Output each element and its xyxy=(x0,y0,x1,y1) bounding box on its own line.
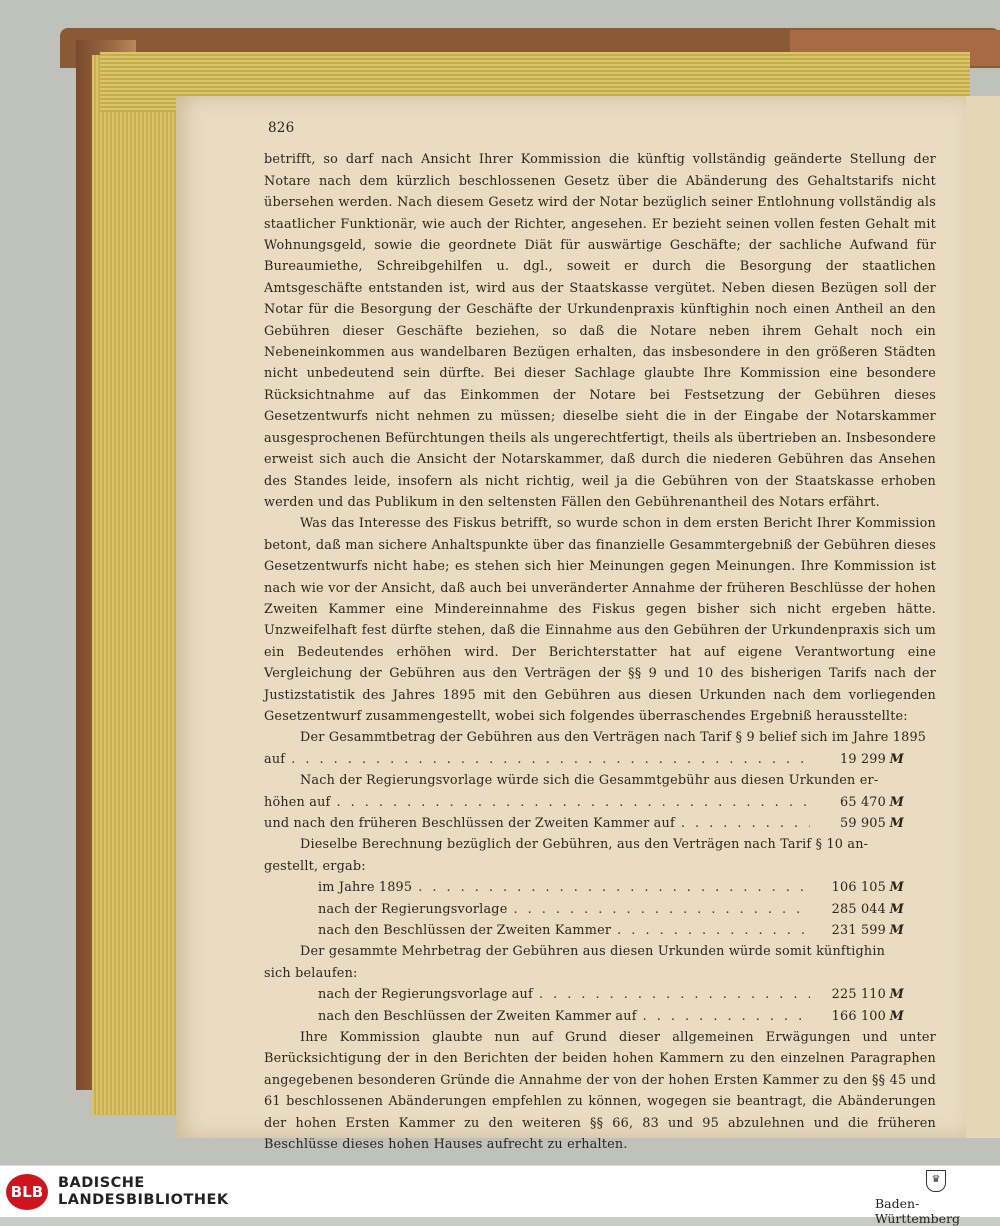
table-intro-9: Der Gesammtbetrag der Gebühren aus den Verträgen nach Tarif § 9 belief sich im Jahre 1895 xyxy=(300,730,927,746)
paragraph-bottom: Ihre Kommission glaubte nun auf Grund dieser allgemeinen Erwägungen und unter Berücksichtigung der in den Berichten der beiden hohen Kammern zu den einzelnen Paragraphen angegebenen besonderen Gründe die Annahme der von der hohen Ersten Kammer zu den §§ 45 und 61 beschlossenen Abänderungen empfehlen zu können, wogegen sie beantragt, die Abänderungen der hohen Ersten Kammer zu den weiteren §§ 66, 83 und 95 abzulehnen und die früheren Beschlüsse dieses hohen Hauses aufrecht zu erhalten. xyxy=(264,1030,936,1153)
paragraph-1: betrifft, so darf nach Ansicht Ihrer Kommission die künftig vollständig geänderte Stellung der Notare nach dem kürzlich beschlossenen Gesetz über die Abänderung des Gehaltstarifs nicht übersehen werden. Nach diesem Gesetz wird der Notar bezüglich seiner Entlohnung vollständig als staatlicher Funktionär, wie auch der Richter, angesehen. Er bezieht seinen vollen festen Gehalt mit Wohnungsgeld, sowie die geordnete Diät für auswärtige Geschäfte; der sachliche Aufwand für Bureaumiethe, Schreibgehilfen u. dgl., soweit er durch die Besorgung der staatlichen Amtsgeschäfte entstanden ist, wird aus der Staatskasse vergütet. Neben diesen Bezügen soll der Notar für die Besorgung der Geschäfte der Urkundenpraxis künftighin noch einen Antheil an den Gebühren dieser Geschäfte beziehen, so daß die Notare neben ihrem Gehalt noch ein Nebeneinkommen aus wandelbaren Bezügen erhalten, das insbesondere in den größeren Städten nicht unbedeutend sein dürfte. Bei dieser Sachlage glaubte Ihre Kommission eine besondere Rücksichtnahme auf das Einkommen der Notare bei Festsetzung der Gebühren dieses Gesetzentwurfs nicht nehmen zu müssen; dieselbe sieht die in der Eingabe der Notarskammer ausgesprochenen Befürchtungen theils als ungerechtfertigt, theils als übertrieben an. Insbesondere erweist sich auch die Ansicht der Notarskammer, daß durch die niederen Gebühren das Ansehen des Standes leide, insofern als nicht richtig, weil ja die Gebühren von der Staatskasse erhoben werden und das Publikum in den seltensten Fällen den Gebührenantheil des Notars erfährt. xyxy=(264,152,936,510)
facing-page-edge xyxy=(966,96,1000,1138)
table-row-mehr-kammer: nach den Beschlüssen der Zweiten Kammer auf . . . 166 100 M xyxy=(264,1006,904,1027)
state-name[interactable]: Baden-Württemberg xyxy=(875,1196,961,1226)
blb-logo[interactable]: BLB xyxy=(6,1174,48,1210)
table-row-10-kammer: nach den Beschlüssen der Zweiten Kammer . . . 231 599 M xyxy=(264,920,904,941)
table-row-mehr-reg: nach der Regierungsvorlage auf . . . 225 110 M xyxy=(264,984,904,1005)
table-intro-10-cont: gestellt, ergab: xyxy=(264,858,366,874)
table-row-9-reg: höhen auf . . . 65 470 M xyxy=(264,792,904,813)
page-content xyxy=(264,118,936,1156)
table-row-9-kammer: und nach den früheren Beschlüssen der Zweiten Kammer auf . . . 59 905 M xyxy=(264,813,904,834)
footer-bar xyxy=(0,1165,1000,1226)
table-row-10-1895: im Jahre 1895 . . . 106 105 M xyxy=(264,877,904,898)
paragraph-2: Was das Interesse des Fiskus betrifft, so wurde schon in dem ersten Bericht Ihrer Kommission betont, daß man sichere Anhaltspunkte über das finanzielle Gesammtergebniß der Gebühren dieses Gesetzentwurfs nicht habe; es stehen sich hier Meinungen gegen Meinungen. Ihre Kommission ist nach wie vor der Ansicht, daß auch bei unveränderter Annahme der früheren Beschlüsse der hohen Zweiten Kammer eine Mindereinnahme des Fiskus gegen bisher sich nicht ergeben hätte. Unzweifelhaft fest dürfte stehen, daß die Einnahme aus den Gebühren der Urkundenpraxis sich um ein Bedeutendes erhöhen wird. Der Berichterstatter hat auf eigene Verantwortung eine Vergleichung der Gebühren aus den Verträgen der §§ 9 und 10 des bisherigen Tarifs nach der Justizstatistik des Jahres 1895 mit den Gebühren aus diesen Urkunden nach dem vorliegenden Gesetzentwurf zusammengestellt, wobei sich folgendes überraschendes Ergebniß herausstellte: xyxy=(264,516,936,724)
table-intro-mehr: Der gesammte Mehrbetrag der Gebühren aus diesen Urkunden würde somit künftighin xyxy=(300,944,886,960)
state-crest-icon: ♛ xyxy=(926,1170,946,1192)
table-row-9-1895: auf . . . 19 299 M xyxy=(264,749,904,770)
page-number: 826 xyxy=(268,120,295,136)
table-intro-9-reg: Nach der Regierungsvorlage würde sich die Gesammtgebühr aus diesen Urkunden er- xyxy=(300,773,879,789)
table-intro-mehr-cont: sich belaufen: xyxy=(264,965,358,981)
table-intro-10: Dieselbe Berechnung bezüglich der Gebühren, aus den Verträgen nach Tarif § 10 an- xyxy=(300,837,869,853)
library-name[interactable]: BADISCHE LANDESBIBLIOTHEK xyxy=(58,1175,229,1208)
table-row-10-reg: nach der Regierungsvorlage . . . 285 044 M xyxy=(264,899,904,920)
